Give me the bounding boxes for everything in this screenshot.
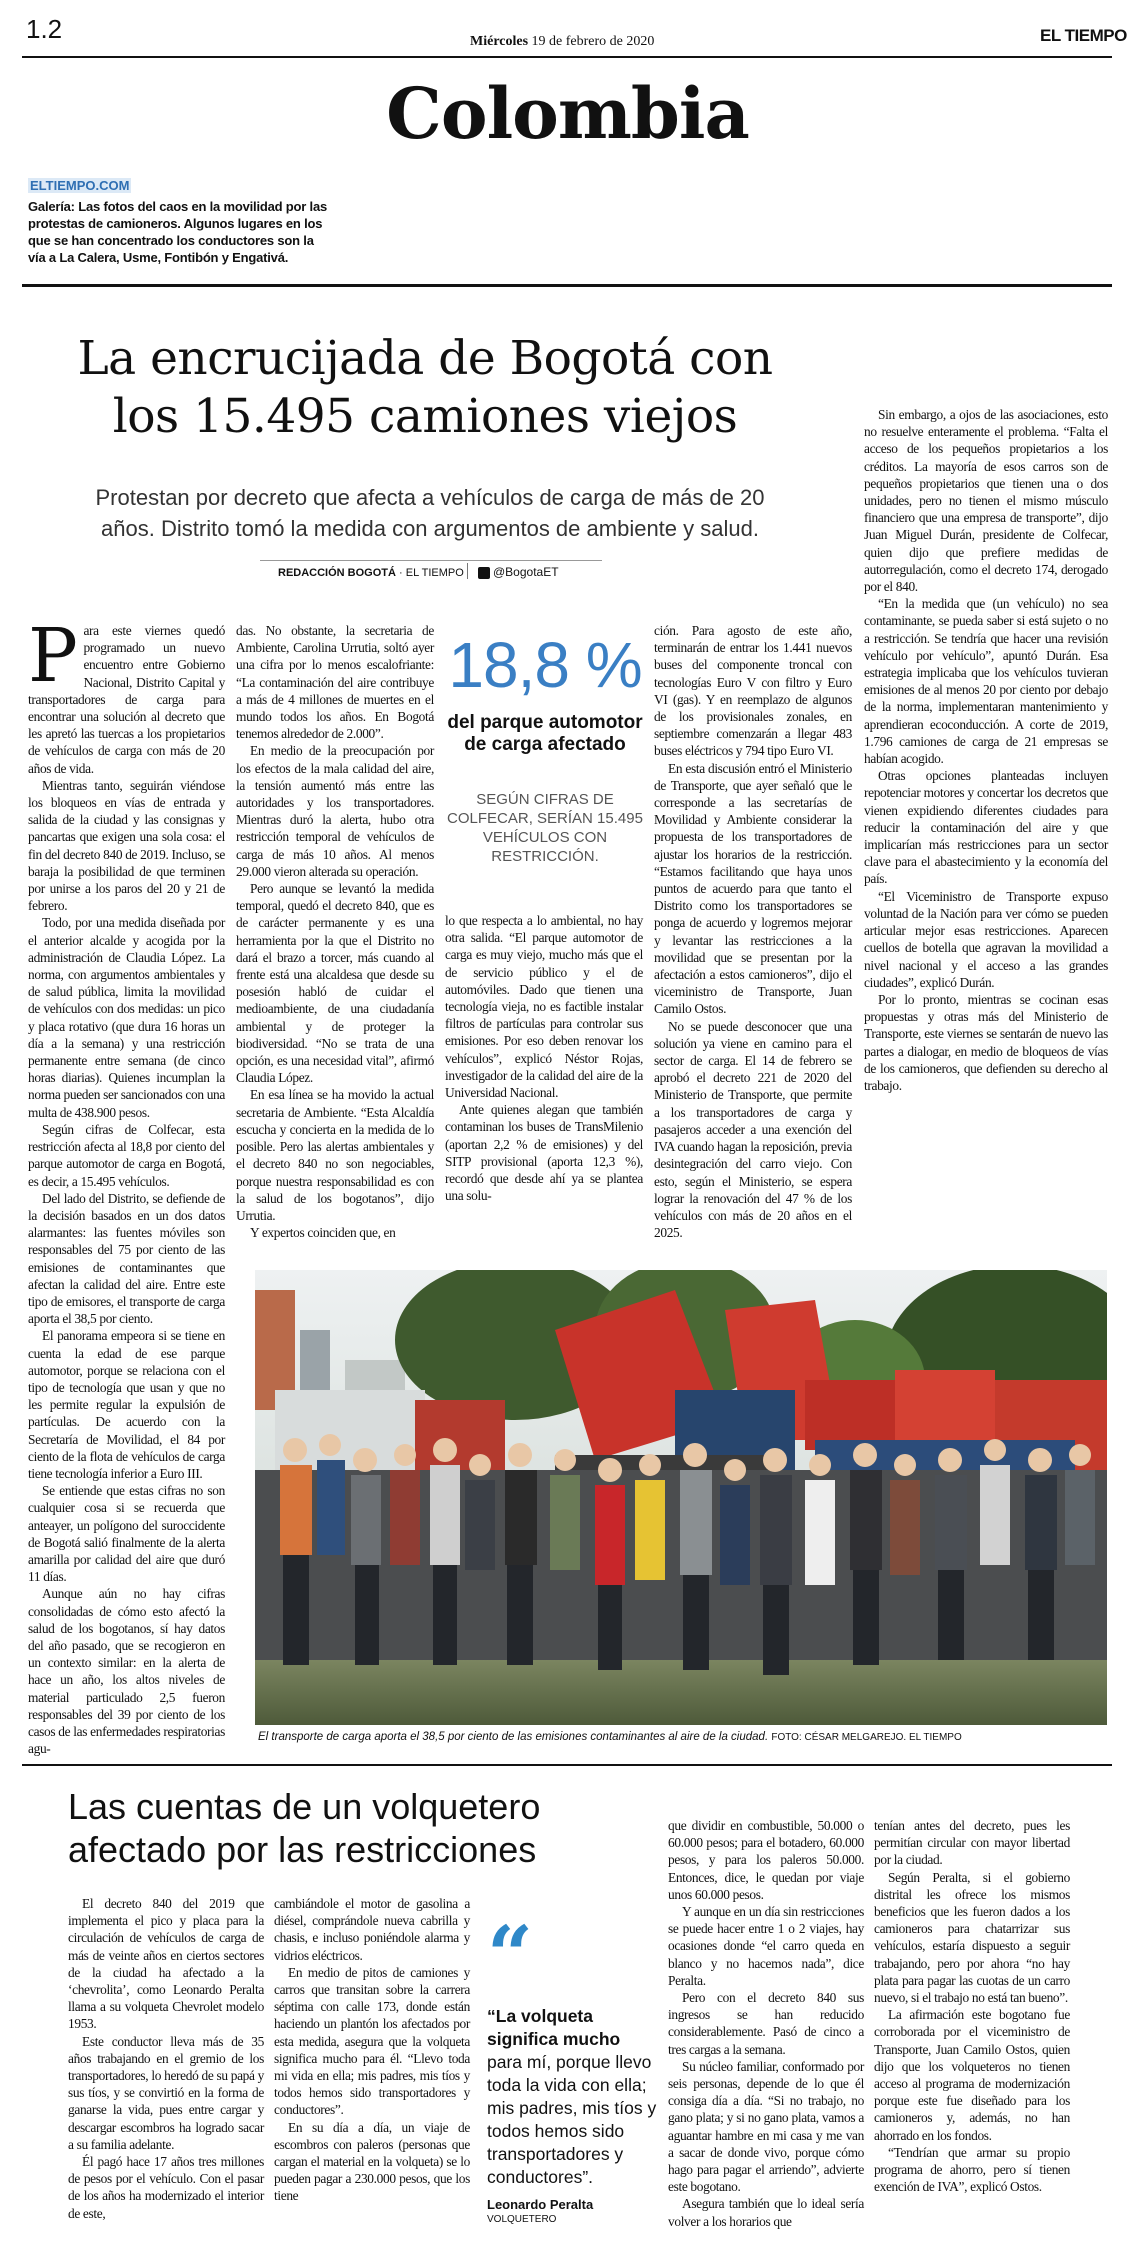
twitter-icon	[478, 567, 490, 579]
paragraph: En su día a día, un viaje de escombros con paleros (personas que cargan el material en la volqueta) se lo pueden pagar a 230.000 pesos, que los tiene	[274, 2119, 470, 2204]
twitter-handle[interactable]	[478, 565, 559, 579]
paragraph: La afirmación este bogotano fue corroborada por el viceministro de Transporte, Juan Camilo Ostos, quien dijo que los volqueteros no tienen acceso al programa de modernización porque este fue diseñado para los camioneros y, además, no han ahorrado en los fondos.	[874, 2007, 1070, 2143]
paragraph: Pero con el decreto 840 sus ingresos se han reducido considerablemente. Pasó de cinco a tres cargas a la semana.	[668, 1990, 864, 2057]
paragraph: El decreto 840 del 2019 que implementa el pico y placa para la circulación de vehículos de carga de más de veinte años en ciertos sectores de la ciudad ha afectado a la ‘chevrolita’, como Leonardo Peralta llama a su volqueta Chevrolet modelo 1953.	[68, 1896, 264, 2032]
photo-credit: FOTO: CÉSAR MELGAREJO. EL TIEMPO	[771, 1732, 962, 1743]
page-number: 1.2	[26, 14, 63, 44]
quote-role: VOLQUETERO	[487, 2214, 557, 2225]
paragraph: “Tendrían que armar su propio programa de ahorro, pero sí tienen exención de IVA”, explicó Ostos.	[874, 2144, 1070, 2195]
dropcap: P	[28, 613, 78, 699]
pull-quote-lead: “La volqueta significa mucho	[487, 2006, 621, 2049]
headline-line-2: los 15.495 camiones viejos	[112, 389, 738, 444]
protest-photo	[255, 1270, 1107, 1725]
quote-author: Leonardo Peralta	[487, 2197, 594, 2212]
byline	[278, 567, 464, 579]
story-column-4	[654, 622, 852, 1241]
second-column-3	[668, 1817, 864, 2230]
paragraph: ción. Para agosto de este año, terminarán de entrar los 1.441 nuevos buses del componente troncal con tecnologías Euro V con filtro y Euro VI (gas). Y en reemplazo de algunos de los provisionales zonales, en septiembre comenzarán a llegar 483 buses eléctricos y 794 tipo Euro VI.	[654, 623, 852, 759]
paragraph: Del lado del Distrito, se defiende de la decisión basados en un dos datos alarmantes: las fuentes móviles son responsables del 75 por ciento de las emisiones de contaminantes que afectan la calidad del aire. Entre este tipo de emisores, el transporte de carga aporta el 38,5 por ciento.	[28, 1190, 225, 1327]
second-headline	[68, 1785, 628, 1871]
quote-mark-icon: “	[487, 1908, 534, 2002]
section-rule	[22, 284, 1112, 287]
paragraph: ara este viernes quedó programado un nuevo encuentro entre Gobierno Nacional, Distrito Capital y transportadores de carga para encontrar una solución al decreto que les apretó las tuercas a los propietarios de vehículos de carga con más de 20 años de vida.	[28, 623, 225, 776]
paragraph: Sin embargo, a ojos de las asociaciones, esto no resuelve enteramente el problema. “Falta el acceso de los pequeños propietarios a los créditos. La mayoría de esos carros son de pequeños propietarios que tienen una o dos unidades, pero no tienen el mismo músculo financiero que una empresa de transporte”, dijo Juan Miguel Durán, presidente de Colfecar, quien dijo que prefiere medidas de autorregulación, como el decreto 174, derogado por el 840.	[864, 407, 1108, 595]
paragraph: En esta discusión entró el Ministerio de Transporte, que ayer señaló que le corresponde a las secretarías de Movilidad y Ambiente considerar la propuesta de los transportadores de ajustar los horarios de la restricción. “Estamos facilitando que haya unos puntos de acuerdo para que tanto el Distrito como los transportadores se ponga de acuerdo y logremos mejorar y levantar las restricciones a la movilidad que se presentan por la afectación a estos camioneros”, dijo el viceministro de Transporte, Juan Camilo Ostos.	[654, 760, 852, 1017]
pull-quote-rest: para mí, porque llevo toda la vida con ella; mis padres, mis tíos y todos hemos sido transportadores y conductores”.	[487, 2052, 657, 2187]
byline-author: REDACCIÓN BOGOTÁ	[278, 567, 396, 579]
story-column-5	[864, 406, 1108, 1094]
paragraph: Su núcleo familiar, conformado por seis personas, depende de lo que él consiga día a día. “Si no trabajo, no gano plata; y si no gano plata, vamos a aguantar hambre en mi casa y me van a sacar de donde vivo, porque cómo hago para pagar el arriendo”, advierte este bogotano.	[668, 2058, 864, 2195]
paragraph: Asegura también que lo ideal sería volver a los horarios que	[668, 2196, 864, 2229]
paragraph: En esa línea se ha movido la actual secretaria de Ambiente. “Esta Alcaldía escucha y concierta en la medida de lo posible. Pero las alertas ambientales y el decreto 840 no son negociables, porque nuestra responsabilidad es con la salud de los bogotanos”, dijo Urrutia.	[236, 1087, 434, 1223]
paragraph: lo que respecta a lo ambiental, no hay otra salida. “El parque automotor de carga es muy viejo, mucho más que el de servicio público y el de automóviles. Dado que tienen una tecnología vieja, no es factible instalar filtros de partículas para controlar sus emisiones. Por eso deben renovar los vehículos”, explicó Néstor Rojas, investigador de la calidad del aire de la Universidad Nacional.	[445, 913, 643, 1101]
pull-quote	[487, 2005, 657, 2189]
paragraph: Se entiende que estas cifras no son cualquier cosa si se recuerda que anteayer, un polígono del suroccidente de Bogotá salió finalmente de la alerta amarilla por calidad del aire que duró 11 días.	[28, 1483, 225, 1585]
story-column-1	[28, 613, 225, 1757]
weekday: Miércoles	[470, 34, 529, 49]
deck: Protestan por decreto que afecta a vehículos de carga de más de 20 años. Distrito tomó la medida con argumentos de ambiente y salud.	[95, 485, 765, 541]
paragraph: Pero aunque se levantó la medida temporal, quedó el decreto 840, que es de carácter permanente y es una herramienta por la que el Distrito no dará el brazo a torcer, más cuando al frente está una alcaldesa que desde su posesión habló de cuidar el medioambiente, de una ciudadanía ambiental y de proteger la biodiversidad. “No se trata de una opción, es una necesidad vital”, afirmó Claudia López.	[236, 881, 434, 1086]
second-headline-line-1: Las cuentas de un volquetero	[68, 1786, 541, 1827]
paragraph: Y expertos coinciden que, en	[250, 1225, 396, 1241]
second-column-4	[874, 1817, 1070, 2195]
second-column-1	[68, 1895, 264, 2222]
caption-text: El transporte de carga aporta el 38,5 por ciento de las emisiones contaminantes al aire de la ciudad.	[258, 1731, 769, 1743]
paragraph: Aunque aún no hay cifras consolidadas de cómo esto afectó la salud de los bogotanos, sí hay datos del año pasado, que se recogieron en un contexto similar: en la alerta de hace un año, los altos niveles de material particulado 2,5 fueron responsables del 39 por ciento de los casos de las enfermedades respiratorias agu-	[28, 1586, 225, 1757]
byline-rule-top	[260, 560, 602, 561]
headline-line-1: La encrucijada de Bogotá con	[77, 331, 773, 386]
stat-label: del parque automotor de carga afectado	[447, 712, 643, 755]
date: 19 de febrero de 2020	[531, 34, 655, 49]
paragraph: Todo, por una medida diseñada por el anterior alcalde y acogida por la administración de Claudia López. La norma, con argumentos ambientales y de salud pública, limita la movilidad de vehículos con dos medidas: un pico y placa rotativo (que dura 16 horas un día a la semana) y una restricción permanente entre semana (de cinco horas diarias). Quienes incumplan la norma pueden ser sancionados con una multa de 438.900 pesos.	[28, 915, 225, 1120]
section-title: Colombia	[386, 72, 749, 155]
byline-outlet: · EL TIEMPO	[399, 567, 464, 579]
paragraph: No se puede desconocer que una solución ya viene en camino para el sector de carga. El 14 de febrero se aprobó el decreto 221 de 2020 del Ministerio de Transporte, que permite a los transportadores de carga y pasajeros acceder a una exención del IVA cuando hagan la reposición, previa desintegración del carro viejo. Con esto, según el Ministerio, se espera lograr la renovación del 47 % de los vehículos con más de 20 años en el 2025.	[654, 1018, 852, 1241]
paragraph: En medio de pitos de camiones y carros que transitan sobre la carrera séptima con calle 173, donde están haciendo un plantón los afectados por esta medida, asegura que la volqueta significa mucho para él. “Llevo toda mi vida en ella; mis padres, mis tíos y todos hemos sido transportadores y conductores”.	[274, 1964, 470, 2118]
paragraph: “El Viceministro de Transporte expuso voluntad de la Nación para ver cómo se pueden articular mejor esas restricciones. Aparecen cuellos de botella que agravan la movilidad a nivel nacional y el acceso a las grandes ciudades”, explicó Durán.	[864, 888, 1108, 990]
date-line	[470, 34, 654, 50]
byline-divider	[467, 563, 468, 579]
paragraph: Otras opciones planteadas incluyen repotenciar motores y concertar los decretos que vienen expidiendo diferentes ciudades para reducir la contaminación del aire y que implicarían más restricciones para un sector clave para el abastecimiento y la economía del país.	[864, 768, 1108, 887]
gallery-text: Galería: Las fotos del caos en la movilidad por las protestas de camioneros. Algunos lugares en los que se han concentrado los conductores son la vía a La Calera, Usme, Fontibón y Engativá.	[28, 199, 328, 265]
paragraph: das. No obstante, la secretaria de Ambiente, Carolina Urrutia, soltó ayer una cifra por lo menos escalofriante: “La contaminación del aire contribuye a más de 4 millones de muertes en el mundo todos los años. En Bogotá tenemos alrededor de 2.000”.	[236, 623, 434, 742]
paragraph: tenían antes del decreto, pues les permitían circular con mayor libertad por la ciudad.	[874, 1818, 1070, 1868]
paragraph: Ante quienes alegan que también contaminan los buses de TransMilenio (aportan 2,2 % de emisiones) y del SITP provisional (aporta 12,3 %), recordó que desde ahí ya se plantea una solu-	[445, 1102, 643, 1204]
paragraph: que dividir en combustible, 50.000 o 60.000 pesos; para el botadero, 60.000 pesos, y para los paleros 50.000. Entonces, dice, le quedan por viaje unos 60.000 pesos.	[668, 1818, 864, 1902]
stat-number: 18,8 %	[448, 629, 642, 701]
twitter-text: @BogotaET	[493, 565, 559, 579]
paragraph: cambiándole el motor de gasolina a diésel, comprándole nueva cabrilla y chasis, e incluso poniéndole alarma y vidrios eléctricos.	[274, 1896, 470, 1963]
main-headline	[40, 330, 810, 446]
story-column-3	[445, 912, 643, 1204]
paragraph: Mientras tanto, seguirán viéndose los bloqueos en vías de entrada y salida de la ciudad y las consignas y pancartas que exigen una sola cosa: el fin del decreto 840 de 2019. Incluso, se baraja la posibilidad de que terminen por unirse a los paros del 20 y 21 de febrero.	[28, 777, 225, 914]
gallery-link[interactable]: ELTIEMPO.COM	[30, 178, 130, 193]
paragraph: Por lo pronto, mientras se cocinan esas propuestas y otras más del Ministerio de Transporte, este viernes se sentarán de nuevo las partes a dialogar, en medio de bloqueos de vías de los camioneros, que defienden su derecho al trabajo.	[864, 991, 1108, 1093]
paragraph: En medio de la preocupación por los efectos de la mala calidad del aire, la tensión aumentó más entre las autoridades y los transportadores. Mientras duró la alerta, hubo otra restricción temporal de vehículos de carga de más 10 años. Al menos 29.000 vieron alterada su operación.	[236, 743, 434, 879]
story-separator	[22, 1764, 1112, 1766]
photo-caption	[258, 1731, 1108, 1743]
second-headline-line-2: afectado por las restricciones	[68, 1829, 537, 1870]
paragraph: El panorama empeora si se tiene en cuenta la edad de ese parque automotor, porque se relaciona con el tipo de tecnología que usan y que no les permite regular la expulsión de partículas. De acuerdo con la Secretaría de Movilidad, el 84 por ciento de la flota de vehículos de carga tiene tecnología inferior a Euro III.	[28, 1328, 225, 1481]
paragraph: Este conductor lleva más de 35 años trabajando en el gremio de los transportadores, lo heredó de su papá y sus tíos, y se convirtió en la forma de ganarse la vida, pues entre cargar y descargar escombros ha logrado sacar a su familia adelante.	[68, 2033, 264, 2152]
header-rule	[22, 56, 1112, 58]
story-column-2	[236, 622, 434, 1241]
paragraph: “En la medida que (un vehículo) no sea contaminante, se pueda saber si está sujeto o no a restricción. Se tendría que hacer una revisión vehículo por vehículo”, apuntó Durán. Esa estrategia implicaba que los vehículos tuvieran emisiones de al menos 20 por ciento por debajo de la norma, implementaran mantenimiento y aprendieran ecoconducción. A corte de 2019, 1.796 camiones de carga de 21 empresas se habían acogido.	[864, 596, 1108, 767]
paragraph: Según cifras de Colfecar, esta restricción afecta al 18,8 por ciento del parque automotor de carga en Bogotá, es decir, a 15.495 vehículos.	[28, 1121, 225, 1189]
paragraph: Él pagó hace 17 años tres millones de pesos por el vehículo. Con el pasar de los años ha modernizado el interior de este,	[68, 2154, 264, 2221]
brand-logo: EL TIEMPO	[1040, 26, 1127, 45]
second-column-2	[274, 1895, 470, 2205]
paragraph: Según Peralta, si el gobierno distrital les ofrece los mismos beneficios que les fueron dados a los camioneros para chatarrizar sus vehículos, estaría dispuesto a seguir trabajando, pero por ahora “no hay plata para pagar las cuotas de un carro nuevo, si el trabajo no está tan bueno”.	[874, 1869, 1070, 2006]
stat-note: SEGÚN CIFRAS DE COLFECAR, SERÍAN 15.495 VEHÍCULOS CON RESTRICCIÓN.	[447, 791, 643, 865]
paragraph: Y aunque en un día sin restricciones se puede hacer entre 1 o 2 viajes, hay ocasiones donde “el carro queda en blanco y no hacemos nada”, dice Peralta.	[668, 1904, 864, 1988]
photo-illustration	[255, 1270, 1107, 1725]
